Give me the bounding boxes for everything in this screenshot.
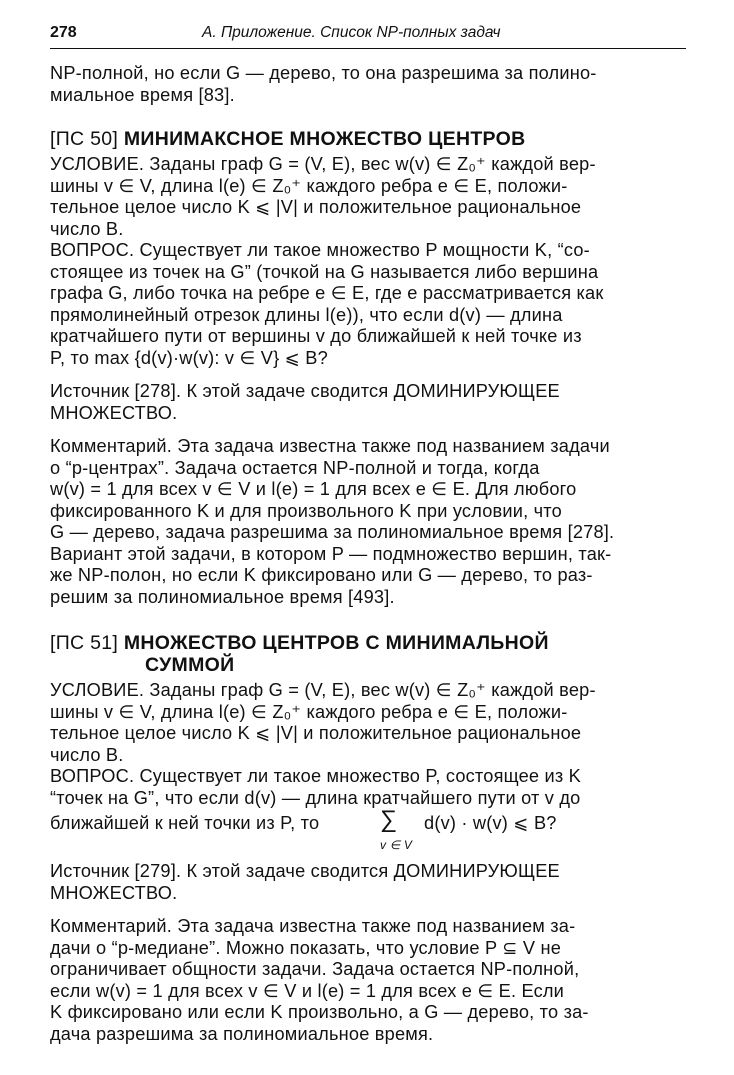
- text-line: УСЛОВИЕ. Заданы граф G = (V, E), вес w(v) ∈ Z₀⁺ каждой вер-: [50, 680, 596, 700]
- intro-paragraph: [50, 63, 686, 106]
- text-line: дача разрешима за полиномиальное время.: [50, 1023, 434, 1044]
- text-line: ВОПРОС. Существует ли такое множество P, состоящее из K: [50, 766, 581, 786]
- text-line: миальное время [83].: [50, 84, 235, 105]
- text-line: графа G, либо точка на ребре e ∈ E, где e рассматривается как: [50, 283, 604, 303]
- text-line: МНОЖЕСТВО.: [50, 882, 178, 903]
- text-line: УСЛОВИЕ. Заданы граф G = (V, E), вес w(v) ∈ Z₀⁺ каждой вер-: [50, 154, 596, 174]
- text-line: Вариант этой задачи, в котором P — подмножество вершин, так-: [50, 543, 612, 564]
- text-line: Комментарий. Эта задача известна также под названием за-: [50, 916, 576, 936]
- problem-51-heading: [50, 632, 686, 676]
- text-line: число B.: [50, 744, 124, 765]
- text-line: ВОПРОС. Существует ли такое множество P мощности K, “со-: [50, 240, 590, 260]
- sum-formula-line: [50, 806, 686, 852]
- text-line: Комментарий. Эта задача известна также под названием задачи: [50, 436, 610, 456]
- text-line: фиксированного K и для произвольного K при условии, что: [50, 500, 562, 521]
- summation-symbol: ∑: [380, 806, 398, 833]
- text-line: ограничивает общности задачи. Задача остается NP-полной,: [50, 959, 580, 979]
- problem-50-source: [50, 381, 686, 424]
- text-line: w(v) = 1 для всех v ∈ V и l(e) = 1 для всех e ∈ E. Для любого: [50, 479, 577, 499]
- book-page: [50, 18, 686, 1045]
- text-line: же NP-полон, но если K фиксировано или G — дерево, то раз-: [50, 565, 593, 585]
- text-line: Источник [278]. К этой задаче сводится ДОМИНИРУЮЩЕЕ: [50, 381, 560, 401]
- text-line: число B.: [50, 218, 124, 239]
- text-line: Источник [279]. К этой задаче сводится ДОМИНИРУЮЩЕЕ: [50, 861, 560, 881]
- text-line: шины v ∈ V, длина l(e) ∈ Z₀⁺ каждого ребра e ∈ E, положи-: [50, 701, 568, 722]
- problem-tag: [ПС 51]: [50, 632, 119, 654]
- text-line: P, то max {d(v)·w(v): v ∈ V} ⩽ B?: [50, 347, 328, 368]
- problem-50-heading: [50, 128, 686, 150]
- problem-title-line-1: МНОЖЕСТВО ЦЕНТРОВ С МИНИМАЛЬНОЙ: [123, 632, 549, 654]
- summation-expression: d(v) · w(v) ⩽ B?: [424, 813, 557, 833]
- problem-title: МИНИМАКСНОЕ МНОЖЕСТВО ЦЕНТРОВ: [123, 128, 526, 150]
- text-line: шины v ∈ V, длина l(e) ∈ Z₀⁺ каждого ребра e ∈ E, положи-: [50, 175, 568, 196]
- text-line: стоящее из точек на G” (точкой на G называется либо вершина: [50, 261, 599, 282]
- text-line: “точек на G”, что если d(v) — длина кратчайшего пути от v до: [50, 787, 581, 808]
- problem-51-question: [50, 766, 686, 852]
- text-line: G — дерево, задача разрешима за полиномиальное время [278].: [50, 522, 615, 542]
- text-line: K фиксировано или если K произвольно, а G — дерево, то за-: [50, 1002, 589, 1022]
- running-title: А. Приложение. Список NP-полных задач: [202, 24, 501, 41]
- text-line: ближайшей к ней точки из P, то: [50, 813, 320, 833]
- problem-tag: [ПС 50]: [50, 128, 119, 150]
- problem-title-line-2: СУММОЙ: [145, 654, 235, 676]
- text-line: дачи о “p-медиане”. Можно показать, что условие P ⊆ V не: [50, 937, 562, 958]
- text-line: если w(v) = 1 для всех v ∈ V и l(e) = 1 для всех e ∈ E. Если: [50, 980, 565, 1001]
- problem-50-condition: [50, 154, 686, 240]
- text-line: тельное целое число K ⩽ |V| и положительное рациональное: [50, 723, 582, 743]
- running-header: [50, 18, 686, 49]
- problem-51-condition: [50, 680, 686, 766]
- page-number: 278: [50, 24, 77, 41]
- problem-51-source: [50, 861, 686, 904]
- text-line: прямолинейный отрезок длины l(e)), что если d(v) — длина: [50, 304, 563, 325]
- problem-50-comment: [50, 436, 686, 608]
- text-line: тельное целое число K ⩽ |V| и положительное рациональное: [50, 197, 582, 217]
- text-line: кратчайшего пути от вершины v до ближайшей к ней точке из: [50, 326, 582, 346]
- problem-51-comment: [50, 916, 686, 1045]
- summation-subscript: v ∈ V: [380, 838, 413, 852]
- problem-50-question: [50, 240, 686, 369]
- text-line: МНОЖЕСТВО.: [50, 402, 178, 423]
- text-line: NP-полной, но если G — дерево, то она разрешима за полино-: [50, 63, 597, 83]
- text-line: о “p-центрах”. Задача остается NP-полной и тогда, когда: [50, 457, 540, 478]
- text-line: решим за полиномиальное время [493].: [50, 586, 395, 607]
